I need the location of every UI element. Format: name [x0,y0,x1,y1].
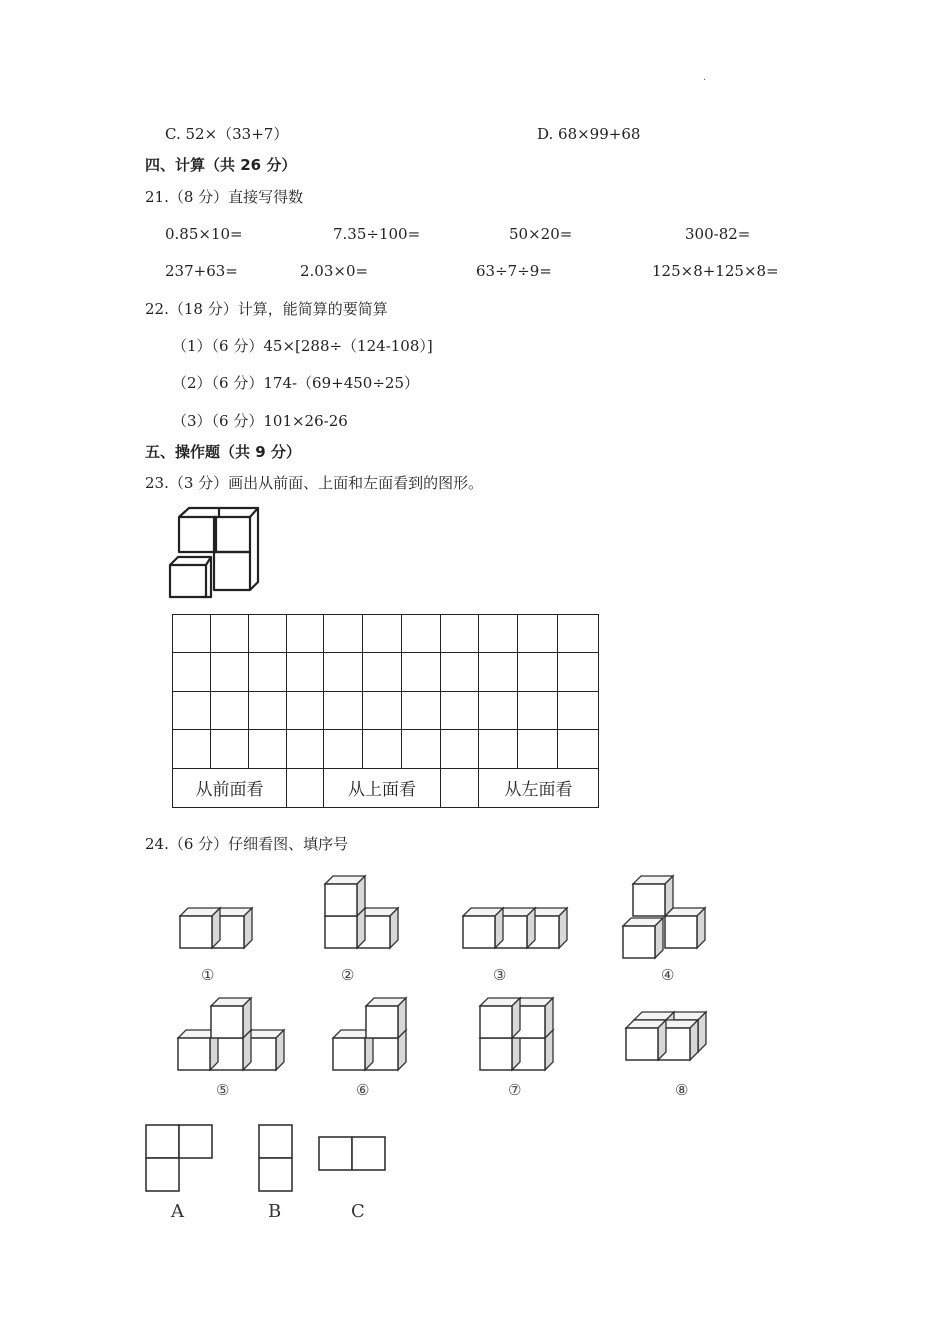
figure-number-8: ⑧ [675,1081,689,1099]
q22-item-2: （2）（6 分）174-（69+450÷25） [172,374,419,392]
q21-item-5: 237+63= [165,262,238,280]
label-front-view: 从前面看 [173,768,287,807]
view-letter-c: C [351,1201,365,1222]
option-c: C. 52×（33+7） [165,125,289,143]
figure-number-1: ① [201,966,215,984]
figure-4 [623,876,705,958]
view-c [319,1137,385,1170]
figure-2 [325,876,398,948]
figure-number-2: ② [341,966,355,984]
view-letter-b: B [268,1201,282,1222]
figure-number-7: ⑦ [508,1081,522,1099]
section-5-title: 五、操作题（共 9 分） [145,443,301,461]
q21-item-6: 2.03×0= [300,262,369,280]
q21-item-8: 125×8+125×8= [652,262,779,280]
figure-6 [333,998,406,1070]
view-letter-a: A [171,1201,184,1222]
figure-number-5: ⑤ [216,1081,230,1099]
q23-title: 23.（3 分）画出从前面、上面和左面看到的图形。 [145,474,484,492]
figure-number-3: ③ [493,966,507,984]
q21-item-7: 63÷7÷9= [476,262,552,280]
option-d: D. 68×99+68 [537,125,641,143]
figure-1 [180,908,252,948]
q21-item-2: 7.35÷100= [333,225,421,243]
figure-8 [626,1012,706,1060]
section-4-title: 四、计算（共 26 分） [145,156,297,174]
q21-item-3: 50×20= [509,225,573,243]
figure-number-6: ⑥ [356,1081,370,1099]
q21-title: 21.（8 分）直接写得数 [145,188,304,206]
figure-5 [178,998,284,1070]
q22-title: 22.（18 分）计算，能简算的要简算 [145,300,388,318]
figure-3 [463,908,567,948]
q24-title: 24.（6 分）仔细看图、填序号 [145,835,349,853]
q22-item-1: （1）（6 分）45×[288÷（124-108）] [172,337,433,355]
label-left-view: 从左面看 [479,768,599,807]
view-a [146,1125,212,1191]
q21-item-4: 300-82= [685,225,751,243]
q21-item-1: 0.85×10= [165,225,243,243]
figure-7 [480,998,553,1070]
figure-number-4: ④ [661,966,675,984]
q22-item-3: （3）（6 分）101×26-26 [172,412,348,430]
label-top-view: 从上面看 [324,768,441,807]
view-b [259,1125,292,1191]
page-dot: . [703,72,707,83]
